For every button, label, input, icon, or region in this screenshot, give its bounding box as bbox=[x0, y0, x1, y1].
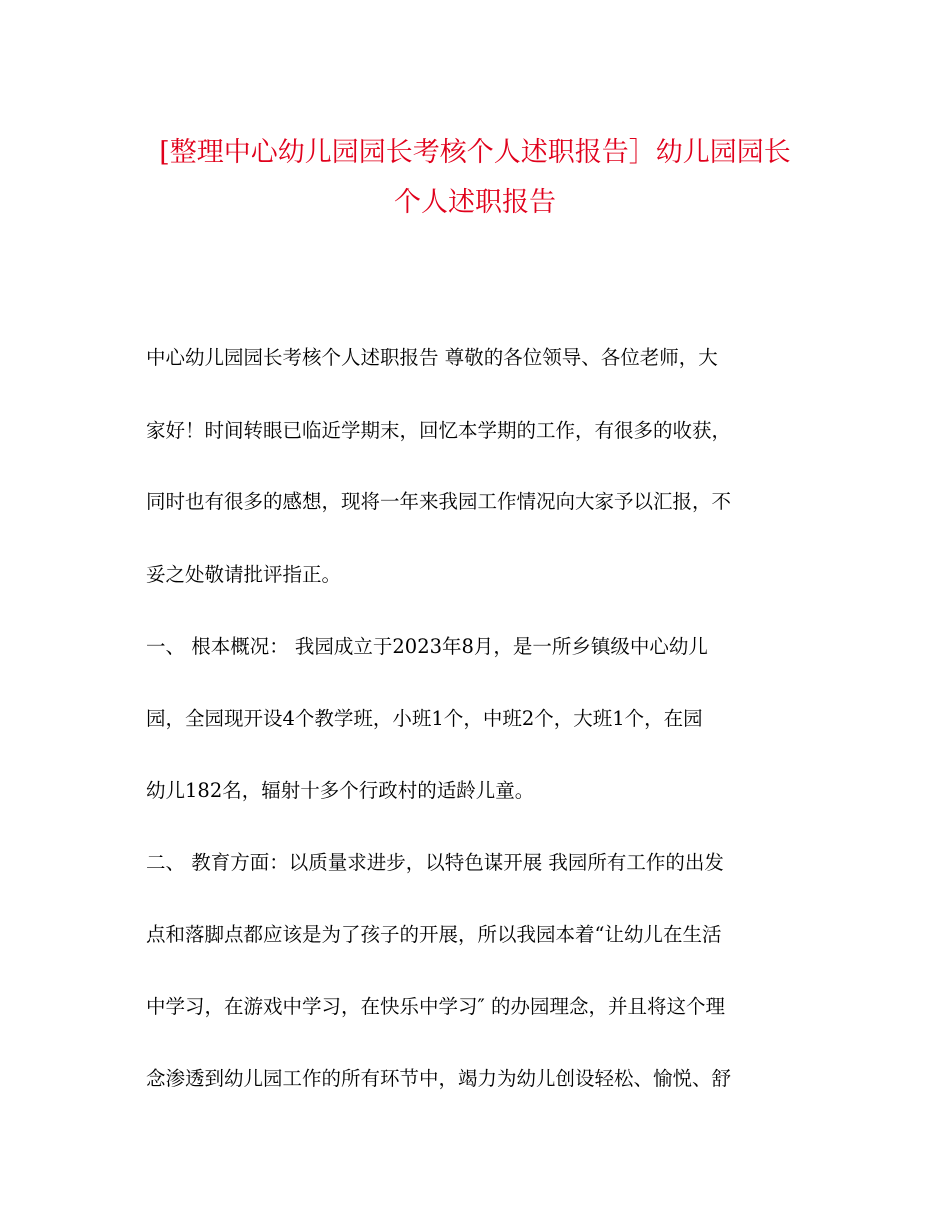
document-title bbox=[120, 128, 830, 228]
body-line-8: 二、 教育方面：以质量求进步，以特色谋开展 我园所有工作的出发 bbox=[146, 851, 724, 874]
body-line-4: 妥之处敬请批评指正。 bbox=[146, 563, 342, 586]
body-line-11: 念渗透到幼儿园工作的所有环节中，竭力为幼儿创设轻松、愉悦、舒 bbox=[146, 1067, 732, 1090]
body-line-9: 点和落脚点都应该是为了孩子的开展，所以我园本着“让幼儿在生活 bbox=[146, 923, 722, 946]
body-line-6: 园，全园现开设4个教学班，小班1个，中班2个，大班1个，在园 bbox=[146, 707, 703, 730]
title-line-2: 个人述职报告 bbox=[394, 187, 556, 218]
title-line-1: [整理中心幼儿园园长考核个人述职报告］幼儿园园长 bbox=[159, 137, 791, 168]
body-line-3: 同时也有很多的感想，现将一年来我园工作情况向大家予以汇报，不 bbox=[146, 490, 732, 513]
body-line-2: 家好！时间转眼已临近学期末，回忆本学期的工作，有很多的收获， bbox=[146, 419, 732, 442]
body-line-5: 一、 根本概况： 我园成立于2023年8月，是一所乡镇级中心幼儿 bbox=[146, 635, 708, 658]
body-line-7: 幼儿182名，辐射十多个行政村的适龄儿童。 bbox=[146, 779, 535, 802]
body-line-10: 中学习，在游戏中学习，在快乐中学习″ 的办园理念，并且将这个理 bbox=[146, 995, 725, 1018]
body-line-1: 中心幼儿园园长考核个人述职报告 尊敬的各位领导、各位老师，大 bbox=[146, 346, 718, 369]
